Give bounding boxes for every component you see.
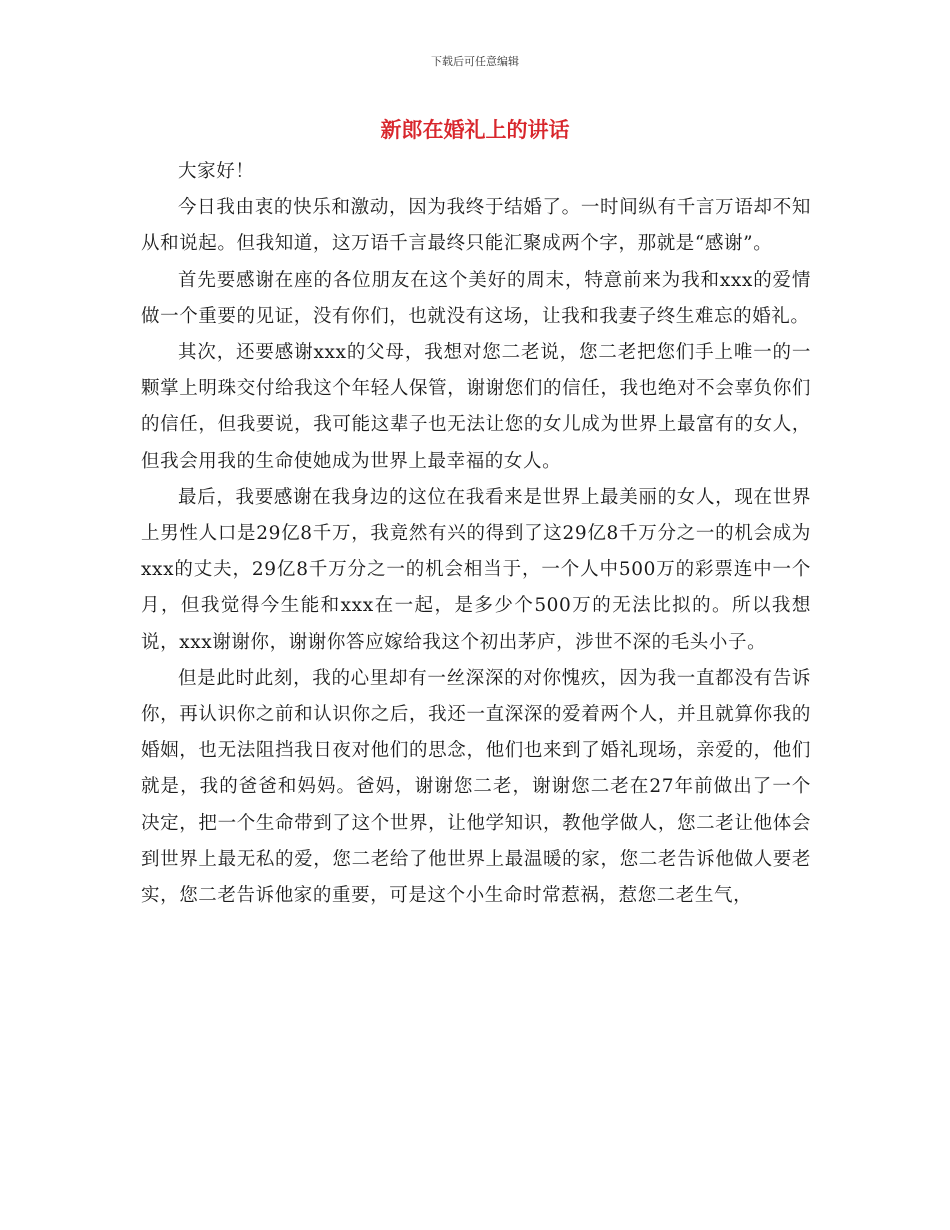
- paragraph-thank-guests: 首先要感谢在座的各位朋友在这个美好的周末，特意前来为我和xxx的爱情做一个重要的见证，没有你们，也就没有这场，让我和我妻子终生难忘的婚礼。: [141, 269, 811, 327]
- page-title: 新郎在婚礼上的讲话: [380, 117, 570, 142]
- paragraph-thank-parents: 但是此时此刻，我的心里却有一丝深深的对你愧疚，因为我一直都没有告诉你，再认识你之前和认识你之后，我还一直深深的爱着两个人，并且就算你我的婚姻，也无法阻挡我日夜对他们的思念，他们也来到了婚礼现场，亲爱的，他们就是，我的爸爸和妈妈。爸妈，谢谢您二老，谢谢您二老在27年前做出了一个决定，把一个生命带到了这个世界，让他学知识，教他学做人，您二老让他体会到世界上最无私的爱，您二老给了他世界上最温暖的家，您二老告诉他做人要老实，您二老告诉他家的重要，可是这个小生命时常惹祸，惹您二老生气，: [141, 667, 811, 907]
- paragraph-intro: 今日我由衷的快乐和激动，因为我终于结婚了。一时间纵有千言万语却不知从和说起。但我知道，这万语千言最终只能汇聚成两个字，那就是“感谢”。: [141, 197, 811, 255]
- speech-body: [141, 154, 811, 914]
- header-note: 下载后可任意编辑: [431, 55, 519, 68]
- paragraph-thank-bride: 最后，我要感谢在我身边的这位在我看来是世界上最美丽的女人，现在世界上男性人口是29亿8千万，我竟然有兴的得到了这29亿8千万分之一的机会成为xxx的丈夫，29亿8千万分之一的机会相当于，一个人中500万的彩票连中一个月，但我觉得今生能和xxx在一起，是多少个500万的无法比拟的。所以我想说，xxx谢谢你，谢谢你答应嫁给我这个初出茅庐，涉世不深的毛头小子。: [141, 486, 811, 653]
- paragraph-greeting: 大家好！: [178, 161, 255, 182]
- paragraph-thank-in-laws: 其次，还要感谢xxx的父母，我想对您二老说，您二老把您们手上唯一的一颗掌上明珠交付给我这个年轻人保管，谢谢您们的信任，我也绝对不会辜负你们的信任，但我要说，我可能这辈子也无法让您的女儿成为世界上最富有的女人，但我会用我的生命使她成为世界上最幸福的女人。: [141, 342, 811, 472]
